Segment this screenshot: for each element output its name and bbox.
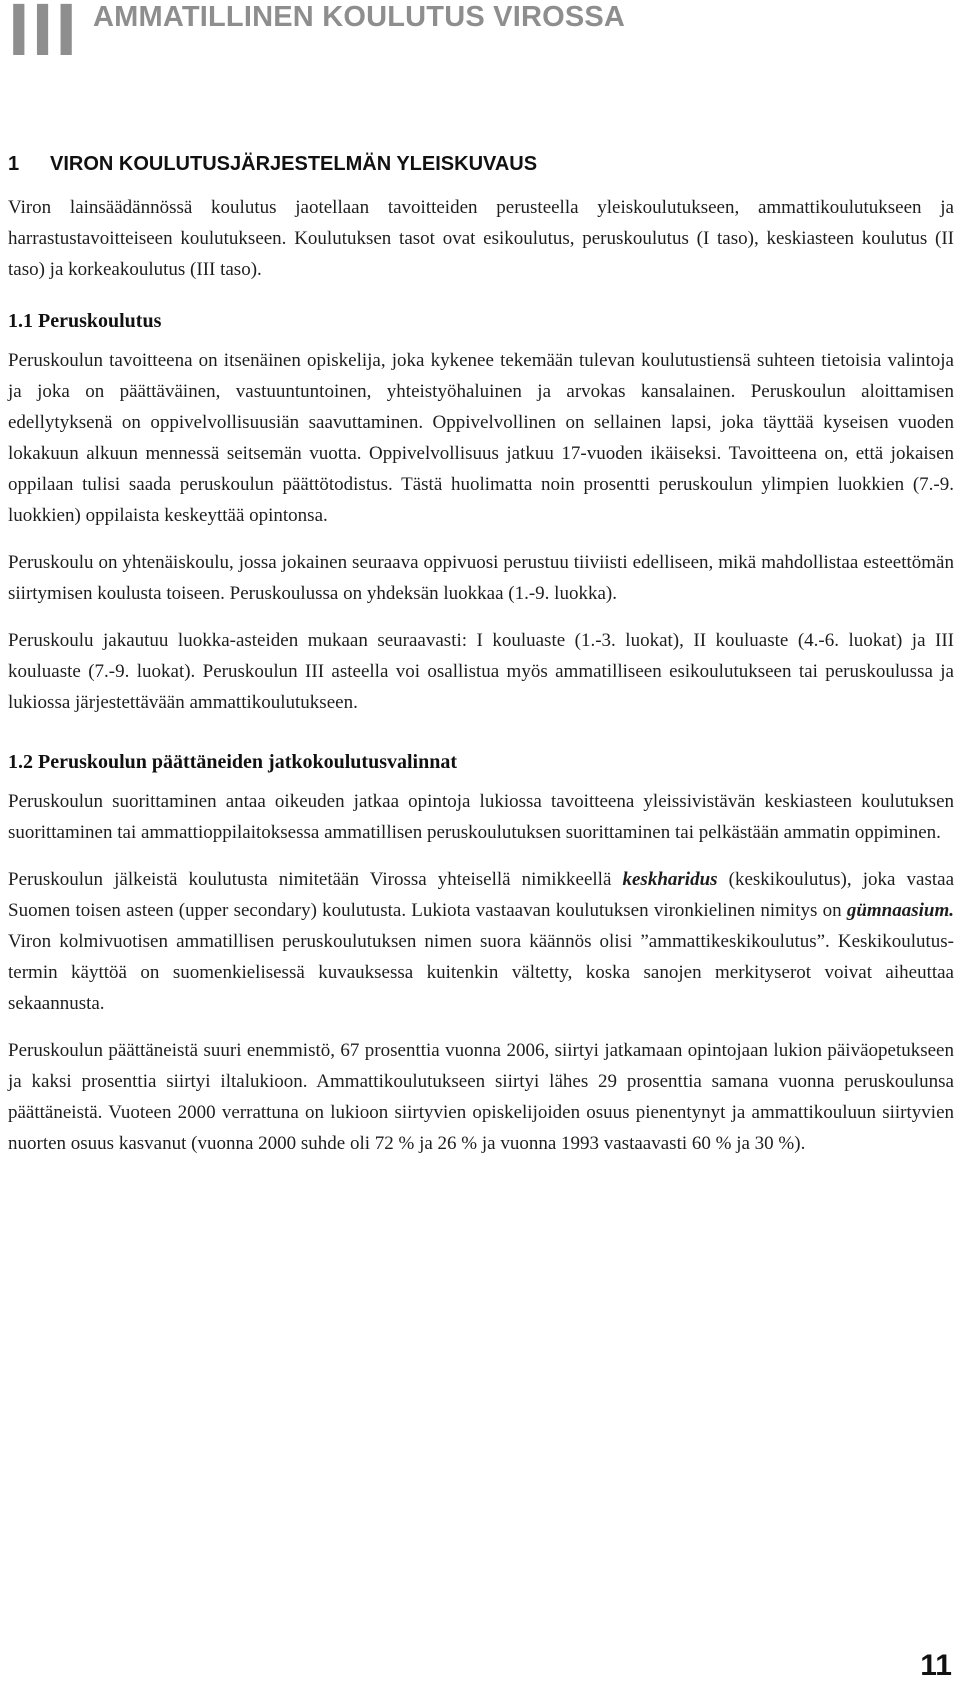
paragraph: Peruskoulu jakautuu luokka-asteiden mukaan seuraavasti: I kouluaste (1.-3. luokat), II kouluaste (4.-6. luokat) ja III kouluaste (7.-9. luokat). Peruskoulun III asteella voi osallistua myös ammatilliseen esikoulutukseen tai peruskoulussa ja lukiossa järjestettävään ammattikoulutukseen. (8, 630, 954, 713)
intro-paragraph: Viron lainsäädännössä koulutus jaotellaan tavoitteiden perusteella yleiskoulutukseen, ammattikoulutukseen ja harrastustavoitteiseen koulutukseen. Koulutuksen tasot ovat esikoulutus, peruskoulutus (I taso), keskiasteen koulutus (II taso) ja korkeakoulutus (III taso). (8, 197, 954, 280)
section-number: 1 (8, 153, 20, 175)
chapter-title: AMMATILLINEN KOULUTUS VIROSSA (93, 1, 626, 33)
text-run: Viron kolmivuotisen ammatillisen peruskoulutuksen nimen suora käännös olisi ”ammattikeskikoulutus”. Keskikoulutus-termin käyttöä on suomenkielisessä kuvauksessa kuitenkin vältetty, koska sanojen merkityserot voivat aiheuttaa sekaannusta. (8, 931, 954, 1014)
subsection-heading-1-1: 1.1 Peruskoulutus (8, 310, 162, 332)
page-number: 11 (920, 1649, 952, 1682)
text-run: (keskikoulutus), joka vastaa Suomen toisen asteen (upper secondary) koulutusta. Lukiota vastaavan koulutuksen vironkielinen nimitys on (8, 869, 955, 921)
document-body (8, 150, 954, 1175)
chapter-numeral: III (8, 0, 80, 71)
term-keskharidus: keskharidus (622, 869, 718, 890)
paragraph: Peruskoulun päättäneistä suuri enemmistö, 67 prosenttia vuonna 2006, siirtyi jatkamaan opintojaan lukion päiväopetukseen ja kaksi prosenttia siirtyi iltalukioon. Ammattikoulutukseen siirtyi lähes 29 prosenttia samana vuonna peruskoulunsa päättäneistä. Vuoteen 2000 verrattuna on lukioon siirtyvien opiskelijoiden osuus pienentynyt ja ammattikouluun siirtyvien nuorten osuus kasvanut (vuonna 2000 suhde oli 72 % ja 26 % ja vuonna 1993 vastaavasti 60 % ja 30 %). (8, 1040, 954, 1154)
paragraph: Peruskoulun suorittaminen antaa oikeuden jatkaa opintoja lukiossa tavoitteena yleissivistävän keskiasteen koulutuksen suorittaminen tai ammattioppilaitoksessa ammatillisen peruskoulutuksen suorittaminen tai pelkästään ammatin oppiminen. (8, 791, 954, 843)
term-gumnaasium: gümnaasium. (846, 900, 954, 921)
subsection-heading-1-2: 1.2 Peruskoulun päättäneiden jatkokoulutusvalinnat (8, 751, 458, 773)
paragraph: Peruskoulun tavoitteena on itsenäinen opiskelija, joka kykenee tekemään tulevan koulutustiensä suhteen tietoisia valintoja ja joka on päättäväinen, vastuuntuntoinen, yhteistyöhaluinen ja arvokas kansalainen. Peruskoulun aloittamisen edellytyksenä on oppivelvollisuusiän saavuttaminen. Oppivelvollinen on sellainen lapsi, joka täyttää kyseisen vuoden lokakuun alkuun mennessä seitsemän vuotta. Oppivelvollisuus jatkuu 17-vuoden ikäiseksi. Tavoitteena on, että jokaisen oppilaan tulisi saada peruskoulun päättötodistus. Tästä huolimatta noin prosentti peruskoulun ylimpien luokkien (7.-9. luokkien) oppilaista keskeyttää opintonsa. (8, 350, 954, 526)
paragraph: Peruskoulu on yhtenäiskoulu, jossa jokainen seuraava oppivuosi perustuu tiiviisti edelliseen, mikä mahdollistaa esteettömän siirtymisen koulusta toiseen. Peruskoulussa on yhdeksän luokkaa (1.-9. luokka). (8, 552, 954, 604)
text-run: Peruskoulun jälkeistä koulutusta nimitetään Virossa yhteisellä nimikkeellä (8, 869, 623, 890)
section-heading (8, 150, 954, 178)
paragraph-with-terms (8, 864, 954, 1019)
chapter-header (8, 0, 80, 71)
section-title: VIRON KOULUTUSJÄRJESTELMÄN YLEISKUVAUS (50, 153, 538, 175)
